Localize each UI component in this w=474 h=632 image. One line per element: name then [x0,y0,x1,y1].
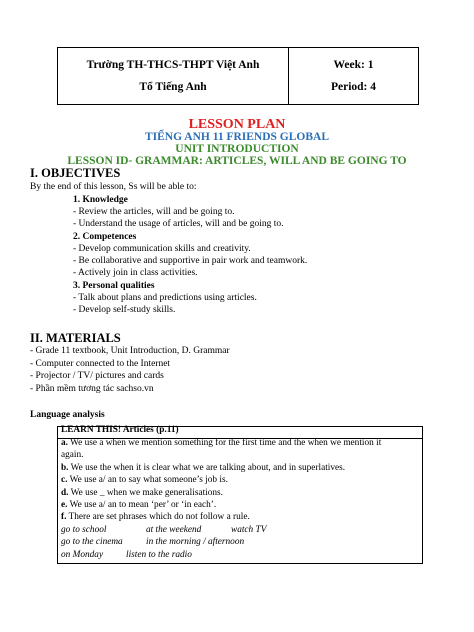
lesson-plan-title: LESSON PLAN [188,117,286,132]
phrase: at the weekend [146,525,202,535]
qualities-title: 3. Personal qualities [73,281,155,291]
materials-heading: II. MATERIALS [30,331,121,345]
materials-item: - Phần mềm tương tác sachso.vn [30,384,154,394]
week-label: Week: 1 [333,59,374,71]
lesson-title: LESSON ID- GRAMMAR: ARTICLES, WILL AND BE GOING TO [67,155,407,167]
department-name: Tổ Tiếng Anh [139,81,207,93]
competences-item: - Actively join in class activities. [73,268,198,278]
knowledge-item: - Review the articles, will and be going to. [73,207,235,217]
header-table [57,47,419,105]
competences-title: 2. Competences [73,232,137,242]
objectives-intro: By the end of this lesson, Ss will be able to: [30,182,197,192]
knowledge-title: 1. Knowledge [73,195,128,205]
rule-line: e. We use a/ an to mean ‘per’ or ‘in each’. [61,500,217,510]
phrase: on Monday [61,550,104,560]
knowledge-item: - Understand the usage of articles, will and be going to. [73,219,284,229]
qualities-item: - Talk about plans and predictions using articles. [73,293,257,303]
phrase: go to the cinema [61,537,123,547]
course-title: TIẾNG ANH 11 FRIENDS GLOBAL [144,131,330,143]
rule-line: d. We use _ when we make generalisations. [61,488,223,498]
analysis-heading: Language analysis [30,410,105,420]
learn-this-title: LEARN THIS! Articles (p.11) [61,425,179,435]
phrase: in the morning / afternoon [146,537,245,547]
materials-item: - Computer connected to the Internet [30,359,171,369]
materials-item: - Projector / TV/ pictures and cards [30,371,164,381]
competences-item: - Be collaborative and supportive in pair work and teamwork. [73,256,308,266]
qualities-item: - Develop self-study skills. [73,305,176,315]
school-name: Trường TH-THCS-THPT Việt Anh [86,59,260,71]
phrase: go to school [61,525,107,535]
materials-item: - Grade 11 textbook, Unit Introduction, D. Grammar [30,346,230,356]
competences-item: - Develop communication skills and creativity. [73,244,251,254]
unit-title: UNIT INTRODUCTION [175,143,299,155]
header-left-cell [58,48,289,104]
objectives-heading: I. OBJECTIVES [30,166,121,180]
rule-line: b. We use the when it is clear what we are talking about, and in superlatives. [61,463,346,473]
header-right-cell [289,48,418,104]
rule-line: again. [61,450,84,460]
rule-line: c. We use a/ an to say what someone’s job is. [61,475,228,485]
phrase: listen to the radio [126,550,192,560]
period-label: Period: 4 [330,81,377,93]
learn-this-box [57,426,423,564]
rule-line: a. We use a when we mention something for the first time and the when we mention it [61,438,382,448]
rule-line: f. There are set phrases which do not follow a rule. [61,512,250,522]
phrase: watch TV [231,525,267,535]
